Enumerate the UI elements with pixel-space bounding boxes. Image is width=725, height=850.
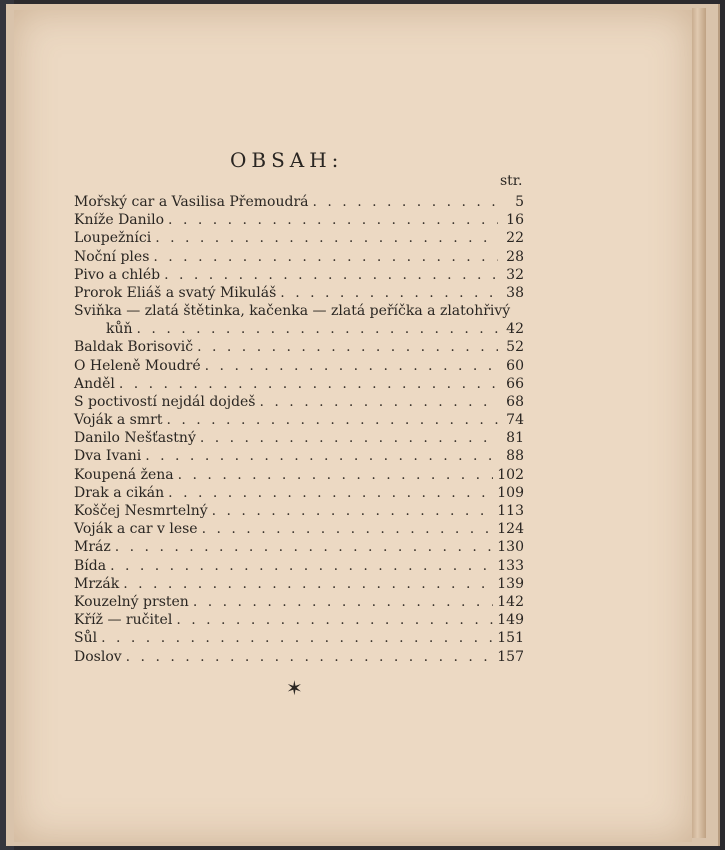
toc-entry xyxy=(74,302,524,320)
leader-dots xyxy=(200,429,498,447)
toc-entry-page: 74 xyxy=(506,412,524,429)
toc-entry-title: Kouzelný prsten xyxy=(74,593,189,610)
toc-entry-title: Kníže Danilo xyxy=(74,212,165,229)
toc-entry-page: 88 xyxy=(506,448,524,465)
toc-entry-title: Doslov xyxy=(74,648,122,665)
toc-entry-page: 102 xyxy=(497,466,524,483)
toc-entry xyxy=(74,447,524,465)
toc-entry-title: Anděl xyxy=(74,375,115,392)
leader-dots xyxy=(137,320,498,338)
toc-entry xyxy=(74,411,524,429)
toc-entry xyxy=(74,593,524,611)
leader-dots xyxy=(193,593,493,611)
page-edges xyxy=(692,8,706,838)
leader-dots xyxy=(280,284,498,302)
toc-entry xyxy=(74,557,524,575)
leader-dots xyxy=(101,629,493,647)
toc-entry-page: 16 xyxy=(506,212,524,229)
toc-entry xyxy=(74,248,524,266)
toc-entry xyxy=(74,229,524,247)
toc-entry-title: Loupežníci xyxy=(74,230,152,247)
toc-entry-page: 52 xyxy=(506,339,524,356)
toc-entry-title: Prorok Eliáš a svatý Mikuláš xyxy=(74,284,277,301)
toc-entry xyxy=(74,611,524,629)
leader-dots xyxy=(126,648,494,666)
leader-dots xyxy=(313,193,499,211)
leader-dots xyxy=(176,611,493,629)
toc-entry xyxy=(74,484,524,502)
toc-entry xyxy=(74,338,524,356)
leader-dots xyxy=(212,502,494,520)
toc-entry-title: Baldak Borisovič xyxy=(74,339,194,356)
toc-entry xyxy=(74,502,524,520)
toc-entry-page: 5 xyxy=(515,194,524,210)
table-of-contents xyxy=(74,193,524,666)
toc-entry-title: kůň xyxy=(106,321,133,338)
toc-entry-title: Sůl xyxy=(74,630,98,647)
toc-entry-title: S poctivostí nejdál dojdeš xyxy=(74,393,256,410)
toc-entry-page: 22 xyxy=(506,230,524,247)
toc-entry-page: 142 xyxy=(497,593,524,610)
toc-entry xyxy=(74,466,524,484)
toc-entry-title: Mráz xyxy=(74,539,111,556)
leader-dots xyxy=(168,484,493,502)
toc-entry xyxy=(74,375,524,393)
toc-entry xyxy=(74,629,524,647)
leader-dots xyxy=(153,248,498,266)
toc-entry-title: Mrzák xyxy=(74,575,120,592)
toc-entry-title: Kříž — ručitel xyxy=(74,612,173,629)
toc-entry-page: 151 xyxy=(497,630,524,647)
toc-entry-page: 157 xyxy=(497,648,524,665)
toc-entry-page: 109 xyxy=(497,484,524,501)
toc-entry xyxy=(74,211,524,229)
toc-entry-title: Dva Ivani xyxy=(74,448,142,465)
toc-entry-page: 139 xyxy=(497,575,524,592)
star-ornament-icon: ✶ xyxy=(286,676,303,700)
toc-entry xyxy=(74,266,524,284)
leader-dots xyxy=(145,447,498,465)
toc-entry-title: Danilo Nešťastný xyxy=(74,430,196,447)
toc-entry xyxy=(74,193,524,211)
toc-entry xyxy=(74,357,524,375)
leader-dots xyxy=(205,357,498,375)
toc-entry-title: Voják a smrt xyxy=(74,412,163,429)
leader-dots xyxy=(164,266,498,284)
toc-entry xyxy=(74,393,524,411)
toc-entry-page: 113 xyxy=(497,503,524,519)
toc-entry-page: 38 xyxy=(506,284,524,301)
contents-heading: OBSAH: xyxy=(230,148,344,172)
toc-entry xyxy=(74,284,524,302)
leader-dots xyxy=(155,229,498,247)
toc-entry-title: Sviňka — zlatá štětinka, kačenka — zlatá peříčka a zlatohřivý xyxy=(74,303,511,320)
toc-entry-page: 68 xyxy=(506,393,524,410)
toc-entry-page: 66 xyxy=(506,375,524,392)
toc-entry-page: 60 xyxy=(506,357,524,374)
toc-entry-page: 133 xyxy=(497,557,524,574)
leader-dots xyxy=(178,466,494,484)
leader-dots xyxy=(168,211,498,229)
toc-entry-page: 32 xyxy=(506,266,524,283)
toc-entry-title: Drak a cikán xyxy=(74,484,165,501)
toc-entry-page: 28 xyxy=(506,248,524,265)
toc-entry xyxy=(74,429,524,447)
toc-entry-title: Voják a car v lese xyxy=(74,521,198,538)
toc-entry xyxy=(74,320,524,338)
toc-entry-page: 149 xyxy=(497,612,524,629)
toc-entry-title: Bída xyxy=(74,557,107,574)
leader-dots xyxy=(115,538,494,556)
toc-entry-page: 42 xyxy=(506,321,524,338)
leader-dots xyxy=(202,520,494,538)
leader-dots xyxy=(166,411,498,429)
toc-entry-page: 81 xyxy=(506,430,524,447)
toc-entry-title: Pivo a chléb xyxy=(74,266,161,283)
toc-entry xyxy=(74,520,524,538)
toc-entry-title: Koščej Nesmrtelný xyxy=(74,503,208,519)
toc-entry-page: 130 xyxy=(497,539,524,556)
toc-entry-title: Noční ples xyxy=(74,248,150,265)
leader-dots xyxy=(123,575,493,593)
toc-entry-page: 124 xyxy=(497,521,524,538)
toc-entry xyxy=(74,648,524,666)
page-column-label: str. xyxy=(500,173,523,189)
toc-entry xyxy=(74,538,524,556)
leader-dots xyxy=(119,375,498,393)
leader-dots xyxy=(197,338,498,356)
leader-dots xyxy=(260,393,499,411)
toc-entry xyxy=(74,575,524,593)
toc-entry-title: O Heleně Moudré xyxy=(74,357,201,374)
toc-entry-title: Koupená žena xyxy=(74,466,174,483)
toc-entry-title: Mořský car a Vasilisa Přemoudrá xyxy=(74,194,309,210)
leader-dots xyxy=(110,557,493,575)
